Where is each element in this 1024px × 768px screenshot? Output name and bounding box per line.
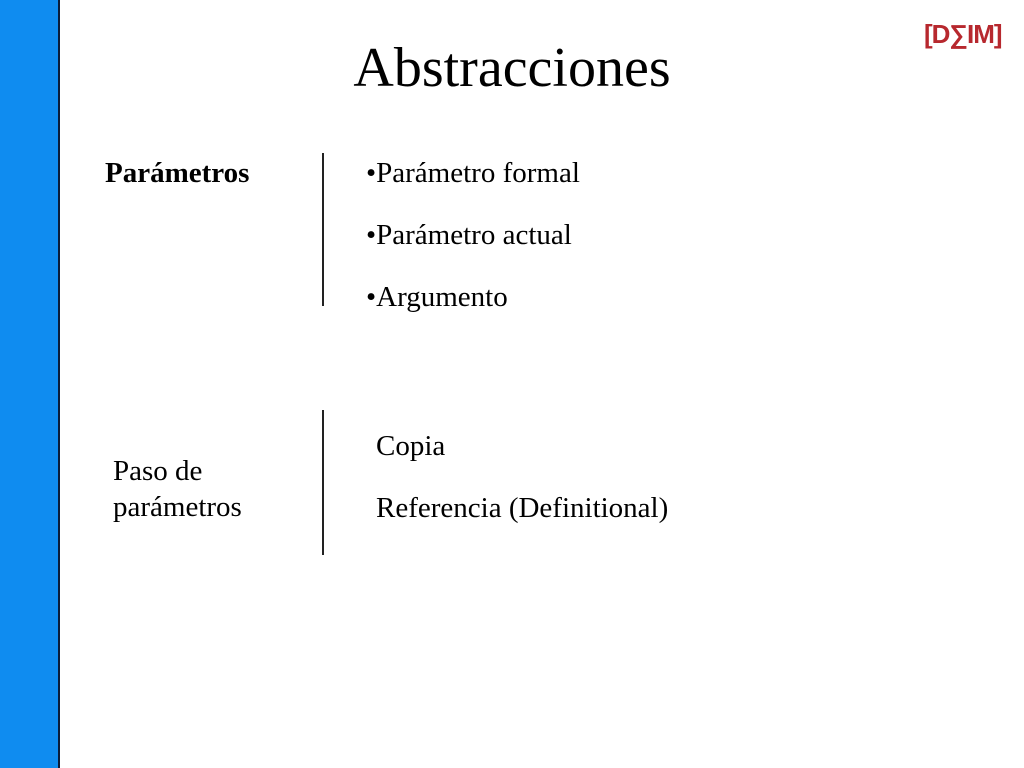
list-item: •Parámetro formal [366,157,580,189]
list-item: Copia [376,430,446,462]
side-bar [0,0,60,768]
label-paso-de-parametros [113,453,242,525]
label-parametros: Parámetros [105,157,250,189]
list-item: Referencia (Definitional) [376,492,669,524]
label-paso-line2: parámetros [113,491,242,523]
divider-paso [322,410,324,555]
list-item: •Parámetro actual [366,219,572,251]
logo: [D∑IM] [924,19,1002,49]
list-item: •Argumento [366,281,508,313]
label-paso-line1: Paso de [113,455,203,487]
paso-list [376,428,668,552]
parametros-list [366,155,580,341]
slide-title: Abstracciones [353,37,671,99]
divider-parametros [322,153,324,306]
